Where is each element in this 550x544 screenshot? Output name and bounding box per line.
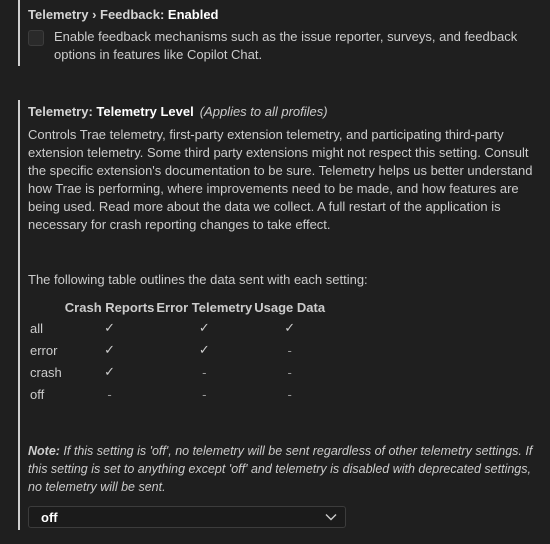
setting-name: Telemetry Level bbox=[96, 104, 194, 119]
table-intro: The following table outlines the data sent with each setting: bbox=[28, 272, 368, 287]
feedback-checkbox-row[interactable] bbox=[28, 28, 530, 64]
setting-scope: (Applies to all profiles) bbox=[199, 104, 328, 119]
cell-crash: ✓ bbox=[104, 342, 116, 357]
setting-category: Telemetry: bbox=[28, 104, 97, 119]
table-row bbox=[28, 317, 326, 339]
note-text: If this setting is 'off', no telemetry will be sent regardless of other telemetry settings. If this setting is set to anything except 'off' and telemetry is disabled with deprecated settings, no telemetry will be sent. bbox=[28, 444, 533, 494]
setting-description: Controls Trae telemetry, first-party extension telemetry, and participating third-party extension telemetry. Some third party extensions might not respect this setting. Consult the specific extension's documentation to be sure. Telemetry helps us better understand how Trae is performing, where improvements need to be made, and how features are being used. Read more about the data we collect. A full restart of the application is necessary for crash reporting changes to take effect. bbox=[28, 127, 533, 232]
telemetry-level-select[interactable] bbox=[28, 506, 346, 528]
table-header-usage: Usage Data bbox=[254, 299, 326, 315]
feedback-checkbox-label: Enable feedback mechanisms such as the issue reporter, surveys, and feedback options in features like Copilot Chat. bbox=[54, 29, 518, 62]
cell-error: - bbox=[202, 386, 207, 402]
chevron-down-icon bbox=[325, 512, 337, 522]
row-label: all bbox=[30, 320, 44, 336]
cell-usage: ✓ bbox=[284, 320, 296, 335]
cell-error: - bbox=[202, 364, 207, 380]
cell-usage: - bbox=[287, 342, 292, 358]
setting-telemetry-level bbox=[18, 100, 550, 530]
table-row bbox=[28, 383, 326, 405]
note-label: Note: bbox=[28, 444, 60, 458]
setting-title bbox=[28, 103, 328, 121]
select-value: off bbox=[41, 509, 58, 525]
feedback-checkbox[interactable] bbox=[28, 30, 44, 46]
table-header-crash: Crash Reports bbox=[64, 299, 155, 315]
cell-crash: ✓ bbox=[104, 364, 116, 379]
setting-name: Enabled bbox=[167, 7, 219, 22]
table-header-error: Error Telemetry bbox=[156, 299, 253, 315]
cell-crash: - bbox=[107, 386, 112, 402]
setting-title bbox=[28, 6, 219, 24]
row-label: crash bbox=[30, 364, 62, 380]
setting-note bbox=[28, 442, 538, 496]
row-label: error bbox=[30, 342, 58, 358]
table-row bbox=[28, 361, 326, 383]
cell-error: ✓ bbox=[198, 320, 210, 335]
cell-usage: - bbox=[287, 364, 292, 380]
table-header-empty bbox=[28, 297, 64, 317]
setting-telemetry-feedback bbox=[18, 0, 550, 66]
telemetry-table bbox=[28, 297, 326, 405]
cell-usage: - bbox=[287, 386, 292, 402]
setting-category: Telemetry › Feedback: bbox=[28, 7, 168, 22]
row-label: off bbox=[30, 386, 45, 402]
table-header-row bbox=[28, 297, 326, 317]
cell-crash: ✓ bbox=[104, 320, 116, 335]
table-row bbox=[28, 339, 326, 361]
cell-error: ✓ bbox=[198, 342, 210, 357]
